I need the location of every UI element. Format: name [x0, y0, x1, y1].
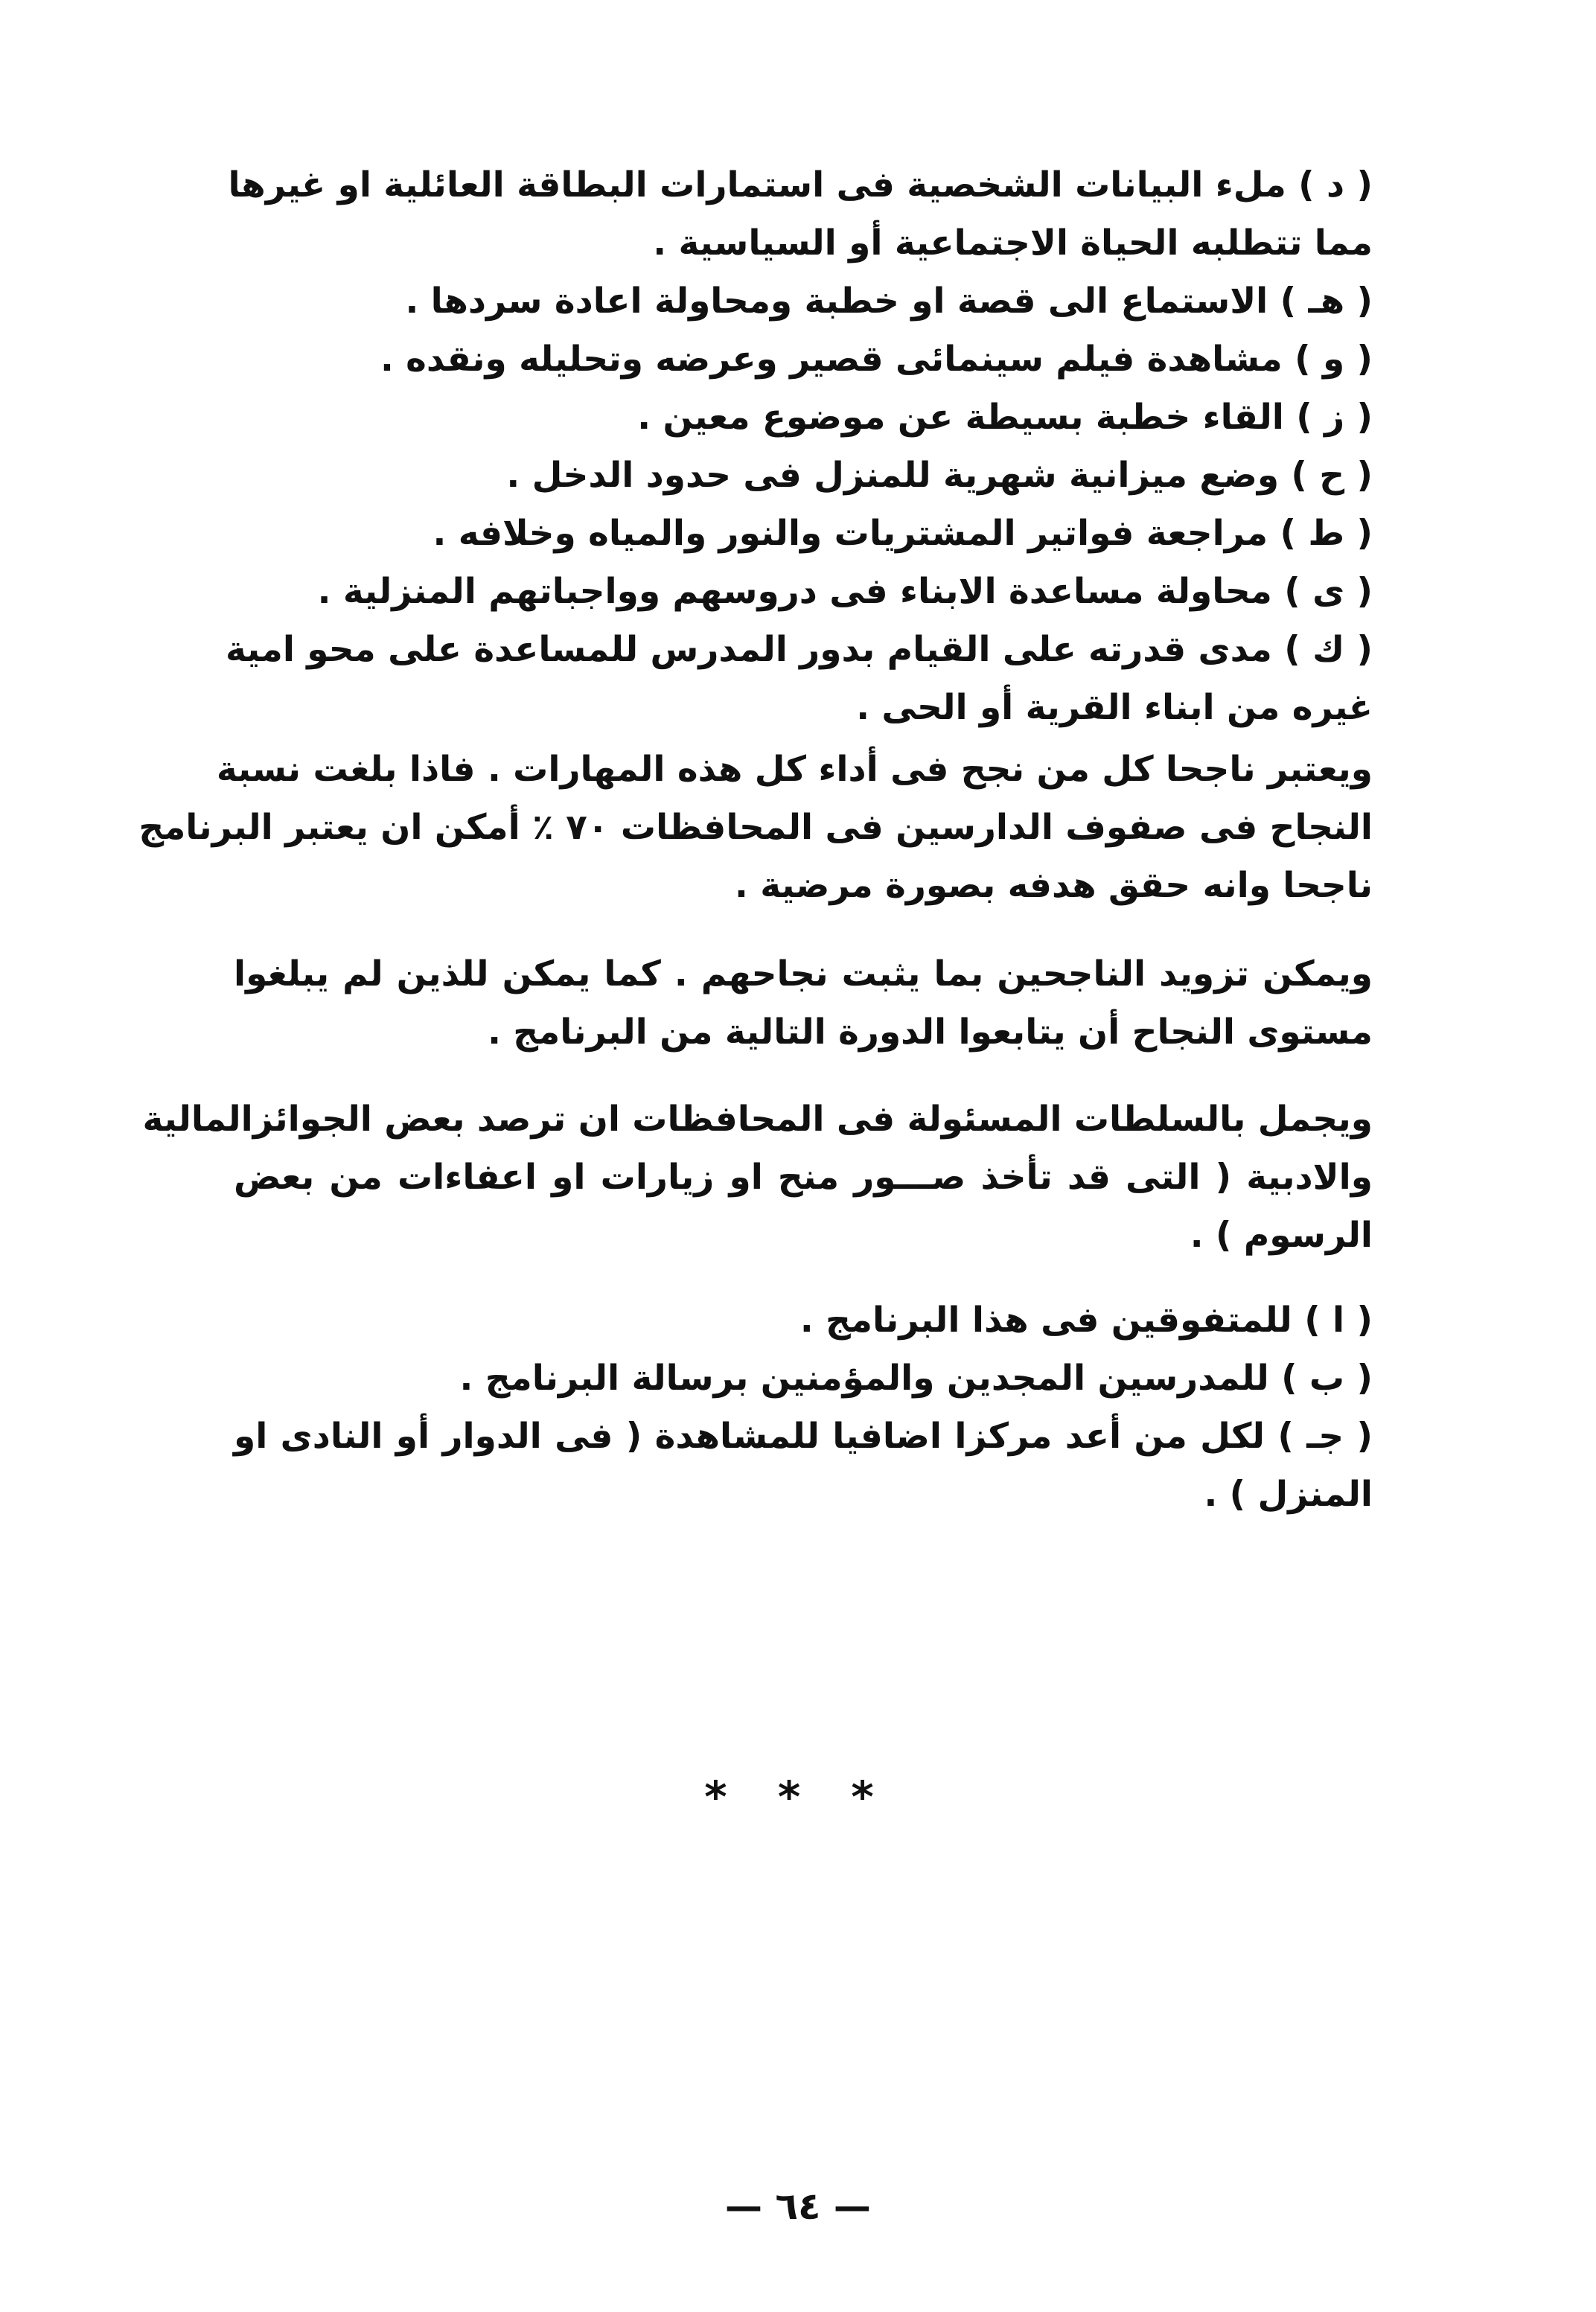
paragraph-supply [234, 945, 1373, 1061]
paragraph-prizes [142, 1090, 1373, 1265]
paragraph-prizes-line1: ويجمل بالسلطات المسئولة فى المحافظات ان ترصد بعض الجوائزالمالية [142, 1099, 1373, 1140]
list-item-tta: ( ط ) مراجعة فواتير المشتريات والنور والمياه وخلافه . [432, 513, 1373, 554]
paragraph-success-line1: ويعتبر ناجحا كل من نجح فى أداء كل هذه المهارات . فاذا بلغت نسبة [216, 749, 1373, 790]
list-item-ha: ( هـ ) الاستماع الى قصة او خطبة ومحاولة اعادة سردها . [405, 281, 1373, 322]
list-item-jim-line2: المنزل ) . [1204, 1474, 1373, 1515]
list-item-dal-line2: مما تتطلبه الحياة الاجتماعية أو السياسية . [653, 223, 1373, 264]
list-item-ya: ( ى ) محاولة مساعدة الابناء فى دروسهم وواجباتهم المنزلية . [317, 571, 1373, 612]
page-number: — ٦٤ — [725, 2185, 871, 2228]
paragraph-success-line2: النجاح فى صفوف الدارسين فى المحافظات ٧٠ ٪ أمكن ان يعتبر البرنامج [138, 807, 1373, 848]
paragraph-prizes-line2: والادبية ( التى قد تأخذ صـــور منح او زيارات او اعفاءات من بعض [234, 1157, 1373, 1198]
paragraph-success [138, 741, 1373, 915]
list-item-kaf-line2: غيره من ابناء القرية أو الحى . [856, 687, 1373, 728]
list-item-alif: ( ا ) للمتفوقين فى هذا البرنامج . [799, 1300, 1373, 1341]
paragraph-success-line3: ناجحا وانه حقق هدفه بصورة مرضية . [735, 865, 1373, 906]
paragraph-supply-line2: مستوى النجاح أن يتابعوا الدورة التالية من البرنامج . [488, 1012, 1373, 1053]
list-item-jim-line1: ( جـ ) لكل من أعد مركزا اضافيا للمشاهدة ( فى الدوار أو النادى او [234, 1416, 1373, 1457]
list-item-ba: ( ب ) للمدرسين المجدين والمؤمنين برسالة البرنامج . [459, 1358, 1373, 1399]
list-item-zay: ( ز ) القاء خطبة بسيطة عن موضوع معين . [637, 397, 1373, 438]
section-separator: * * * [704, 1772, 892, 1822]
list-item-dal-line1: ( د ) ملء البيانات الشخصية فى استمارات البطاقة العائلية او غيرها [228, 165, 1373, 205]
paragraph-prizes-line3: الرسوم ) . [1190, 1215, 1373, 1256]
list-item-kaf-line1: ( ك ) مدى قدرته على القيام بدور المدرس للمساعدة على محو امية [226, 629, 1373, 670]
list-item-hha: ( ح ) وضع ميزانية شهرية للمنزل فى حدود الدخل . [506, 455, 1373, 496]
prize-recipients-list [234, 1291, 1373, 1524]
list-item-waw: ( و ) مشاهدة فيلم سينمائى قصير وعرضه وتحليله ونقده . [380, 339, 1373, 380]
paragraph-supply-line1: ويمكن تزويد الناجحين بما يثبت نجاحهم . كما يمكن للذين لم يبلغوا [234, 954, 1373, 994]
skills-list [226, 156, 1373, 737]
